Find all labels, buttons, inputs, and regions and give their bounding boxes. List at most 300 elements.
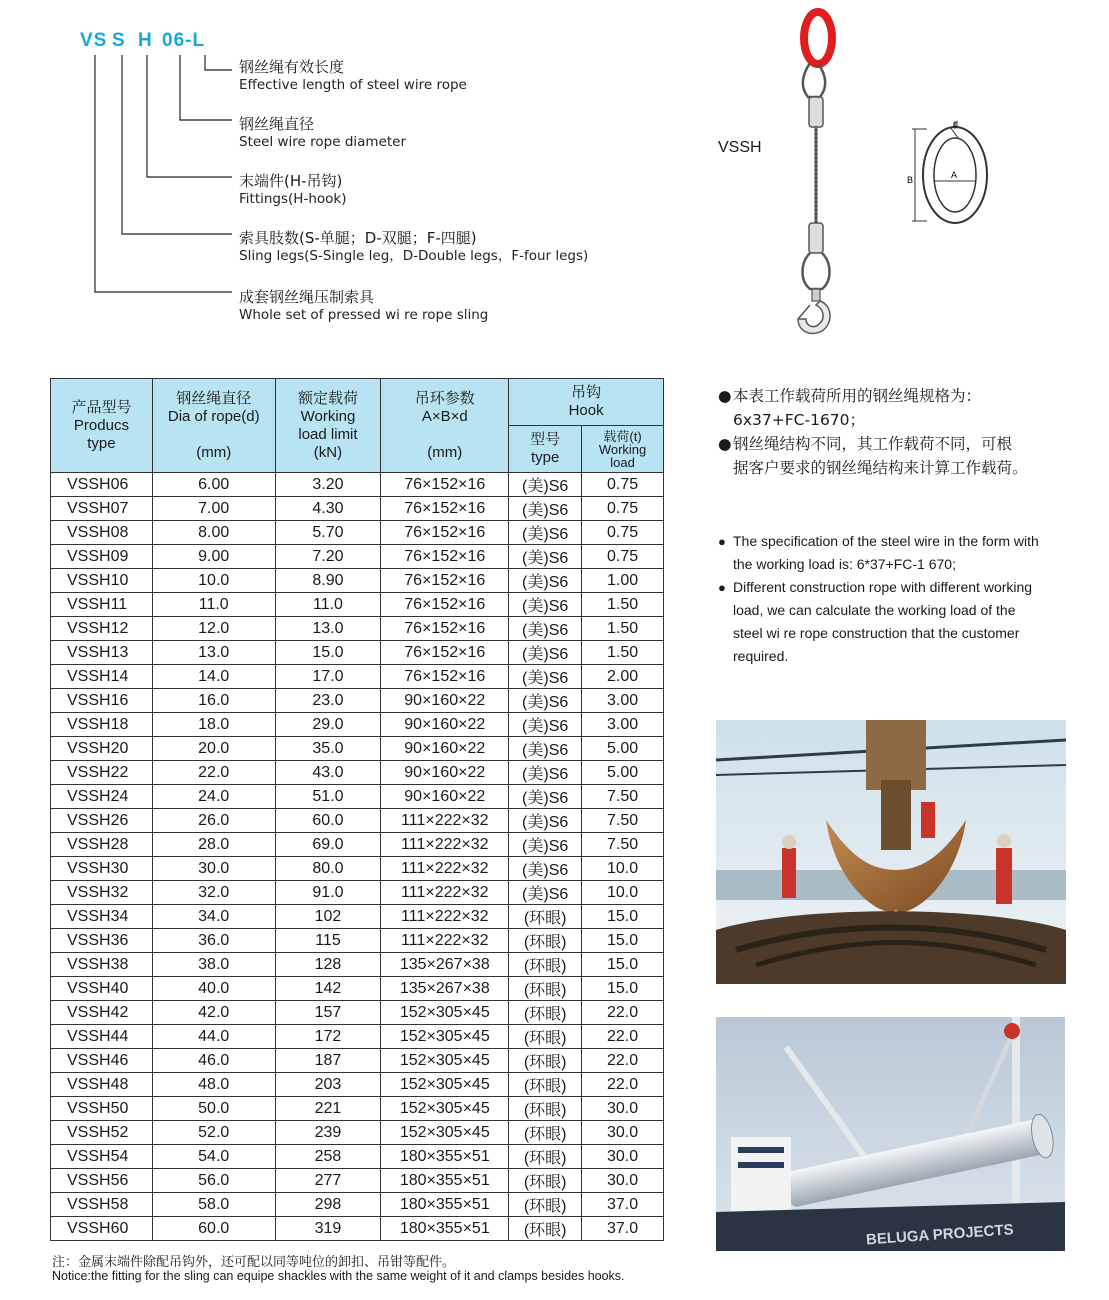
header-ring xyxy=(381,379,509,473)
cell-type: VSSH06 xyxy=(51,473,153,497)
cell-hook-type: (美)S6 xyxy=(509,881,582,905)
header-dia-zh: 钢丝绳直径 xyxy=(176,389,252,407)
cell-hook-load: 1.00 xyxy=(582,569,664,593)
table-row xyxy=(51,617,664,641)
cell-dia: 26.0 xyxy=(152,809,275,833)
cell-load: 91.0 xyxy=(275,881,381,905)
cell-hook-load: 30.0 xyxy=(582,1145,664,1169)
cell-ring: 180×355×51 xyxy=(381,1145,509,1169)
cell-ring: 76×152×16 xyxy=(381,617,509,641)
cell-hook-load: 15.0 xyxy=(582,905,664,929)
cell-dia: 38.0 xyxy=(152,953,275,977)
cell-ring: 180×355×51 xyxy=(381,1193,509,1217)
cell-hook-load: 5.00 xyxy=(582,761,664,785)
cell-type: VSSH13 xyxy=(51,641,153,665)
cell-dia: 46.0 xyxy=(152,1049,275,1073)
cell-hook-load: 0.75 xyxy=(582,497,664,521)
legend-sling-en: Whole set of pressed wi re rope sling xyxy=(239,307,489,323)
cell-type: VSSH36 xyxy=(51,929,153,953)
cell-ring: 180×355×51 xyxy=(381,1169,509,1193)
cell-load: 69.0 xyxy=(275,833,381,857)
cell-load: 298 xyxy=(275,1193,381,1217)
table-row xyxy=(51,953,664,977)
spec-en-line-4: load, we can calculate the working load of the xyxy=(733,602,1016,618)
spec-en-line-6: required. xyxy=(733,648,789,664)
spec-table xyxy=(50,378,664,1241)
cell-type: VSSH16 xyxy=(51,689,153,713)
cell-hook-load: 30.0 xyxy=(582,1097,664,1121)
cell-ring: 76×152×16 xyxy=(381,497,509,521)
cell-hook-load: 1.50 xyxy=(582,593,664,617)
cell-dia: 44.0 xyxy=(152,1025,275,1049)
legend-legs xyxy=(239,229,588,265)
cell-dia: 12.0 xyxy=(152,617,275,641)
cell-ring: 90×160×22 xyxy=(381,785,509,809)
cell-dia: 6.00 xyxy=(152,473,275,497)
table-row xyxy=(51,521,664,545)
cell-hook-load: 10.0 xyxy=(582,881,664,905)
cell-type: VSSH26 xyxy=(51,809,153,833)
cell-ring: 90×160×22 xyxy=(381,761,509,785)
cell-dia: 11.0 xyxy=(152,593,275,617)
table-row xyxy=(51,833,664,857)
cell-hook-load: 3.00 xyxy=(582,713,664,737)
cell-dia: 34.0 xyxy=(152,905,275,929)
cell-type: VSSH40 xyxy=(51,977,153,1001)
cell-load: 239 xyxy=(275,1121,381,1145)
header-hook-type-zh: 型号 xyxy=(530,431,561,448)
header-hook-load-en2: load xyxy=(610,454,635,470)
cell-ring: 111×222×32 xyxy=(381,905,509,929)
spec-zh-line-3: ● 钢丝绳结构不同，其工作载荷不同，可根 xyxy=(718,432,1088,456)
cell-dia: 9.00 xyxy=(152,545,275,569)
cell-hook-load: 5.00 xyxy=(582,737,664,761)
table-row xyxy=(51,881,664,905)
cell-hook-type: (美)S6 xyxy=(509,761,582,785)
legend-diameter xyxy=(239,115,406,151)
table-row xyxy=(51,713,664,737)
cell-load: 13.0 xyxy=(275,617,381,641)
legend-leader-lines xyxy=(0,0,240,300)
header-type xyxy=(51,379,153,473)
cell-type: VSSH20 xyxy=(51,737,153,761)
cell-dia: 18.0 xyxy=(152,713,275,737)
table-row xyxy=(51,785,664,809)
cell-hook-load: 10.0 xyxy=(582,857,664,881)
cell-hook-load: 2.00 xyxy=(582,665,664,689)
cell-load: 80.0 xyxy=(275,857,381,881)
cell-load: 23.0 xyxy=(275,689,381,713)
header-hook-zh: 吊钩 xyxy=(571,384,602,401)
cell-ring: 76×152×16 xyxy=(381,569,509,593)
cell-dia: 8.00 xyxy=(152,521,275,545)
cell-load: 115 xyxy=(275,929,381,953)
cell-hook-type: (美)S6 xyxy=(509,809,582,833)
header-dia-en: Dia of rope(d) xyxy=(167,407,260,425)
cell-hook-load: 7.50 xyxy=(582,833,664,857)
cell-hook-type: (环眼) xyxy=(509,1049,582,1073)
code-part-series: VS xyxy=(80,30,108,51)
cell-dia: 48.0 xyxy=(152,1073,275,1097)
cell-hook-type: (环眼) xyxy=(509,1025,582,1049)
cell-hook-load: 15.0 xyxy=(582,929,664,953)
cell-ring: 76×152×16 xyxy=(381,641,509,665)
table-row xyxy=(51,737,664,761)
legend-legs-en: Sling legs(S-Single leg，D-Double legs，F-four legs) xyxy=(239,248,589,264)
cell-hook-type: (环眼) xyxy=(509,905,582,929)
spec-en-line-2: the working load is: 6*37+FC-1 670; xyxy=(733,556,956,572)
spec-notes-zh xyxy=(718,384,1088,480)
photo-ship-loading xyxy=(716,1017,1065,1251)
cell-ring: 152×305×45 xyxy=(381,1025,509,1049)
cell-ring: 111×222×32 xyxy=(381,833,509,857)
master-link-icon xyxy=(804,12,832,64)
cell-dia: 13.0 xyxy=(152,641,275,665)
cell-hook-load: 7.50 xyxy=(582,785,664,809)
table-row xyxy=(51,1025,664,1049)
cell-hook-type: (环眼) xyxy=(509,953,582,977)
cell-load: 102 xyxy=(275,905,381,929)
cell-ring: 90×160×22 xyxy=(381,713,509,737)
cell-hook-type: (环眼) xyxy=(509,1145,582,1169)
cell-load: 29.0 xyxy=(275,713,381,737)
cell-ring: 76×152×16 xyxy=(381,665,509,689)
cell-load: 15.0 xyxy=(275,641,381,665)
cell-hook-load: 0.75 xyxy=(582,545,664,569)
cell-ring: 152×305×45 xyxy=(381,1049,509,1073)
cell-load: 277 xyxy=(275,1169,381,1193)
table-row xyxy=(51,569,664,593)
cell-type: VSSH52 xyxy=(51,1121,153,1145)
ferrule-top-icon xyxy=(809,97,823,127)
legend-diameter-zh: 钢丝绳直径 xyxy=(239,115,315,133)
header-load-zh: 额定载荷 xyxy=(297,389,358,407)
legend-sling-zh: 成套钢丝绳压制索具 xyxy=(239,288,375,306)
cell-type: VSSH08 xyxy=(51,521,153,545)
header-load-en1: Working xyxy=(300,407,356,425)
cell-load: 4.30 xyxy=(275,497,381,521)
cell-type: VSSH18 xyxy=(51,713,153,737)
cell-ring: 111×222×32 xyxy=(381,929,509,953)
cell-dia: 60.0 xyxy=(152,1217,275,1241)
table-row xyxy=(51,545,664,569)
table-row xyxy=(51,977,664,1001)
cell-ring: 152×305×45 xyxy=(381,1121,509,1145)
cell-hook-type: (美)S6 xyxy=(509,665,582,689)
cell-dia: 22.0 xyxy=(152,761,275,785)
table-row xyxy=(51,497,664,521)
cell-ring: 152×305×45 xyxy=(381,1001,509,1025)
table-row xyxy=(51,1121,664,1145)
cell-load: 157 xyxy=(275,1001,381,1025)
sling-illustration xyxy=(780,5,860,340)
cell-load: 3.20 xyxy=(275,473,381,497)
header-type-en2: type xyxy=(87,434,116,452)
cell-dia: 52.0 xyxy=(152,1121,275,1145)
cell-type: VSSH46 xyxy=(51,1049,153,1073)
legend-length-zh: 钢丝绳有效长度 xyxy=(239,58,345,76)
cell-load: 8.90 xyxy=(275,569,381,593)
thimble-eye-bottom-icon xyxy=(803,253,830,289)
spec-en-line-5: steel wi re rope construction that the customer xyxy=(733,625,1020,641)
table-row xyxy=(51,761,664,785)
header-load xyxy=(275,379,381,473)
legend-fitting-zh: 末端件(H-吊钩) xyxy=(239,172,343,190)
table-row xyxy=(51,1145,664,1169)
spec-zh-line-1: ● 本表工作载荷所用的钢丝绳规格为： xyxy=(718,384,1088,408)
header-dia-unit: (mm) xyxy=(196,443,232,461)
table-row xyxy=(51,1001,664,1025)
code-part-fitting: H xyxy=(138,30,153,51)
cell-ring: 152×305×45 xyxy=(381,1073,509,1097)
spec-table-body xyxy=(51,473,664,1241)
cell-ring: 180×355×51 xyxy=(381,1217,509,1241)
cell-hook-type: (美)S6 xyxy=(509,737,582,761)
cell-hook-load: 0.75 xyxy=(582,521,664,545)
cell-hook-load: 15.0 xyxy=(582,953,664,977)
cell-dia: 10.0 xyxy=(152,569,275,593)
cell-load: 60.0 xyxy=(275,809,381,833)
cell-load: 17.0 xyxy=(275,665,381,689)
legend-length-en: Effective length of steel wire rope xyxy=(239,77,467,93)
cell-dia: 42.0 xyxy=(152,1001,275,1025)
cell-dia: 56.0 xyxy=(152,1169,275,1193)
header-ring-zh: 吊环参数 xyxy=(414,389,475,407)
table-row xyxy=(51,809,664,833)
cell-dia: 32.0 xyxy=(152,881,275,905)
cell-hook-type: (美)S6 xyxy=(509,617,582,641)
cell-hook-load: 37.0 xyxy=(582,1193,664,1217)
cell-type: VSSH38 xyxy=(51,953,153,977)
table-row xyxy=(51,1097,664,1121)
cell-type: VSSH44 xyxy=(51,1025,153,1049)
cell-ring: 76×152×16 xyxy=(381,473,509,497)
header-hook-load-zh: 载荷(t) xyxy=(603,428,642,444)
legend-diameter-en: Steel wire rope diameter xyxy=(239,134,407,150)
cell-hook-type: (美)S6 xyxy=(509,785,582,809)
cell-dia: 28.0 xyxy=(152,833,275,857)
code-part-diameter-length: 06-L xyxy=(162,30,206,51)
cell-hook-load: 1.50 xyxy=(582,617,664,641)
cell-type: VSSH56 xyxy=(51,1169,153,1193)
cell-load: 258 xyxy=(275,1145,381,1169)
cell-type: VSSH42 xyxy=(51,1001,153,1025)
cell-dia: 50.0 xyxy=(152,1097,275,1121)
cell-hook-load: 3.00 xyxy=(582,689,664,713)
cell-hook-type: (环眼) xyxy=(509,1097,582,1121)
cell-ring: 111×222×32 xyxy=(381,809,509,833)
cell-hook-type: (环眼) xyxy=(509,1169,582,1193)
table-row xyxy=(51,1193,664,1217)
photo-hook-lifting xyxy=(716,720,1066,984)
cell-hook-type: (美)S6 xyxy=(509,833,582,857)
cell-hook-type: (美)S6 xyxy=(509,713,582,737)
table-row xyxy=(51,665,664,689)
cell-load: 51.0 xyxy=(275,785,381,809)
cell-type: VSSH24 xyxy=(51,785,153,809)
cell-type: VSSH10 xyxy=(51,569,153,593)
dim-d-label: d xyxy=(953,119,959,129)
cell-dia: 20.0 xyxy=(152,737,275,761)
ferrule-bottom-icon xyxy=(809,223,823,253)
table-row xyxy=(51,1073,664,1097)
table-row xyxy=(51,1169,664,1193)
header-hook-load xyxy=(582,426,664,473)
header-ring-unit: (mm) xyxy=(427,443,463,461)
cell-type: VSSH12 xyxy=(51,617,153,641)
cell-load: 172 xyxy=(275,1025,381,1049)
header-load-en2: load limit xyxy=(298,425,358,443)
cell-load: 7.20 xyxy=(275,545,381,569)
header-type-zh: 产品型号 xyxy=(71,398,132,416)
ship-hull-text: BELUGA PROJECTS xyxy=(865,1221,1015,1249)
cell-hook-load: 30.0 xyxy=(582,1121,664,1145)
cell-ring: 135×267×38 xyxy=(381,977,509,1001)
spec-en-line-1: ● The specification of the steel wire in the form with xyxy=(718,530,1088,553)
cell-load: 43.0 xyxy=(275,761,381,785)
table-row xyxy=(51,905,664,929)
table-row xyxy=(51,1049,664,1073)
spec-zh-line-2: 6x37+FC-1670； xyxy=(733,411,866,429)
cell-type: VSSH09 xyxy=(51,545,153,569)
header-hook-type xyxy=(509,426,582,473)
cell-hook-type: (环眼) xyxy=(509,1121,582,1145)
header-type-en1: Producs xyxy=(73,416,129,434)
legend-legs-zh: 索具肢数(S-单腿；D-双腿；F-四腿) xyxy=(239,229,477,247)
legend-length xyxy=(239,58,467,94)
cell-hook-load: 1.50 xyxy=(582,641,664,665)
thimble-eye-top-icon xyxy=(803,63,825,97)
cell-hook-type: (美)S6 xyxy=(509,569,582,593)
cell-type: VSSH60 xyxy=(51,1217,153,1241)
cell-hook-load: 22.0 xyxy=(582,1049,664,1073)
cell-ring: 90×160×22 xyxy=(381,689,509,713)
legend-fitting-en: Fittings(H-hook) xyxy=(239,191,347,207)
cell-hook-type: (美)S6 xyxy=(509,545,582,569)
header-hook xyxy=(509,379,664,426)
drawing-label: VSSH xyxy=(718,139,762,156)
spec-zh-line-4: 据客户要求的钢丝绳结构来计算工作载荷。 xyxy=(733,459,1028,477)
header-load-unit: (kN) xyxy=(313,443,343,461)
cell-ring: 76×152×16 xyxy=(381,593,509,617)
hook-icon xyxy=(798,289,830,333)
cell-type: VSSH28 xyxy=(51,833,153,857)
header-hook-load-en1: Working xyxy=(598,441,647,457)
cell-hook-type: (美)S6 xyxy=(509,497,582,521)
cell-load: 142 xyxy=(275,977,381,1001)
cell-load: 319 xyxy=(275,1217,381,1241)
spec-notes-en xyxy=(718,530,1088,668)
cell-load: 128 xyxy=(275,953,381,977)
cell-ring: 135×267×38 xyxy=(381,953,509,977)
cell-hook-load: 7.50 xyxy=(582,809,664,833)
cell-type: VSSH30 xyxy=(51,857,153,881)
cell-type: VSSH48 xyxy=(51,1073,153,1097)
cell-hook-load: 30.0 xyxy=(582,1169,664,1193)
cell-hook-load: 0.75 xyxy=(582,473,664,497)
header-ring-en: A×B×d xyxy=(421,407,468,425)
cell-hook-type: (环眼) xyxy=(509,929,582,953)
cell-dia: 54.0 xyxy=(152,1145,275,1169)
cell-type: VSSH54 xyxy=(51,1145,153,1169)
cell-dia: 7.00 xyxy=(152,497,275,521)
header-hook-en: Hook xyxy=(568,402,604,419)
table-row xyxy=(51,473,664,497)
cell-ring: 76×152×16 xyxy=(381,521,509,545)
cell-hook-load: 22.0 xyxy=(582,1001,664,1025)
cell-dia: 36.0 xyxy=(152,929,275,953)
cell-hook-load: 22.0 xyxy=(582,1025,664,1049)
cell-hook-load: 37.0 xyxy=(582,1217,664,1241)
table-row xyxy=(51,689,664,713)
cell-load: 221 xyxy=(275,1097,381,1121)
cell-ring: 76×152×16 xyxy=(381,545,509,569)
table-row xyxy=(51,857,664,881)
legend-sling xyxy=(239,288,488,324)
cell-hook-load: 15.0 xyxy=(582,977,664,1001)
legend-fitting xyxy=(239,172,346,208)
cell-hook-type: (美)S6 xyxy=(509,473,582,497)
cell-hook-type: (美)S6 xyxy=(509,689,582,713)
cell-hook-load: 22.0 xyxy=(582,1073,664,1097)
link-dimension-diagram xyxy=(905,115,995,230)
cell-load: 11.0 xyxy=(275,593,381,617)
table-row xyxy=(51,1217,664,1241)
cell-hook-type: (美)S6 xyxy=(509,857,582,881)
cell-hook-type: (环眼) xyxy=(509,1073,582,1097)
header-dia xyxy=(152,379,275,473)
cell-dia: 58.0 xyxy=(152,1193,275,1217)
cell-dia: 16.0 xyxy=(152,689,275,713)
cell-load: 35.0 xyxy=(275,737,381,761)
cell-hook-type: (美)S6 xyxy=(509,521,582,545)
cell-load: 187 xyxy=(275,1049,381,1073)
header-hook-type-en: type xyxy=(530,449,560,466)
cell-dia: 14.0 xyxy=(152,665,275,689)
dim-a-label: A xyxy=(951,170,958,180)
spec-en-line-3: ● Different construction rope with different working xyxy=(718,576,1088,599)
dim-b-label: B xyxy=(907,175,914,185)
cell-load: 5.70 xyxy=(275,521,381,545)
cell-type: VSSH58 xyxy=(51,1193,153,1217)
cell-type: VSSH32 xyxy=(51,881,153,905)
note-en: Notice:the fitting for the sling can equipe shackles with the same weight of it and clamps besides hooks. xyxy=(52,1269,625,1283)
cell-ring: 90×160×22 xyxy=(381,737,509,761)
cell-type: VSSH34 xyxy=(51,905,153,929)
cell-dia: 40.0 xyxy=(152,977,275,1001)
cell-type: VSSH22 xyxy=(51,761,153,785)
cell-ring: 111×222×32 xyxy=(381,881,509,905)
cell-ring: 152×305×45 xyxy=(381,1097,509,1121)
table-row xyxy=(51,929,664,953)
cell-hook-type: (环眼) xyxy=(509,1217,582,1241)
cell-hook-type: (环眼) xyxy=(509,977,582,1001)
cell-type: VSSH07 xyxy=(51,497,153,521)
table-row xyxy=(51,593,664,617)
cell-hook-type: (环眼) xyxy=(509,1001,582,1025)
cell-hook-type: (美)S6 xyxy=(509,641,582,665)
cell-dia: 24.0 xyxy=(152,785,275,809)
code-part-legs: S xyxy=(112,30,126,51)
table-row xyxy=(51,641,664,665)
note-zh: 注：金属末端件除配吊钩外，还可配以同等吨位的卸扣、吊钳等配件。 xyxy=(52,1255,456,1270)
cell-hook-type: (环眼) xyxy=(509,1193,582,1217)
cell-hook-type: (美)S6 xyxy=(509,593,582,617)
cell-type: VSSH11 xyxy=(51,593,153,617)
cell-type: VSSH14 xyxy=(51,665,153,689)
cell-dia: 30.0 xyxy=(152,857,275,881)
cell-ring: 111×222×32 xyxy=(381,857,509,881)
